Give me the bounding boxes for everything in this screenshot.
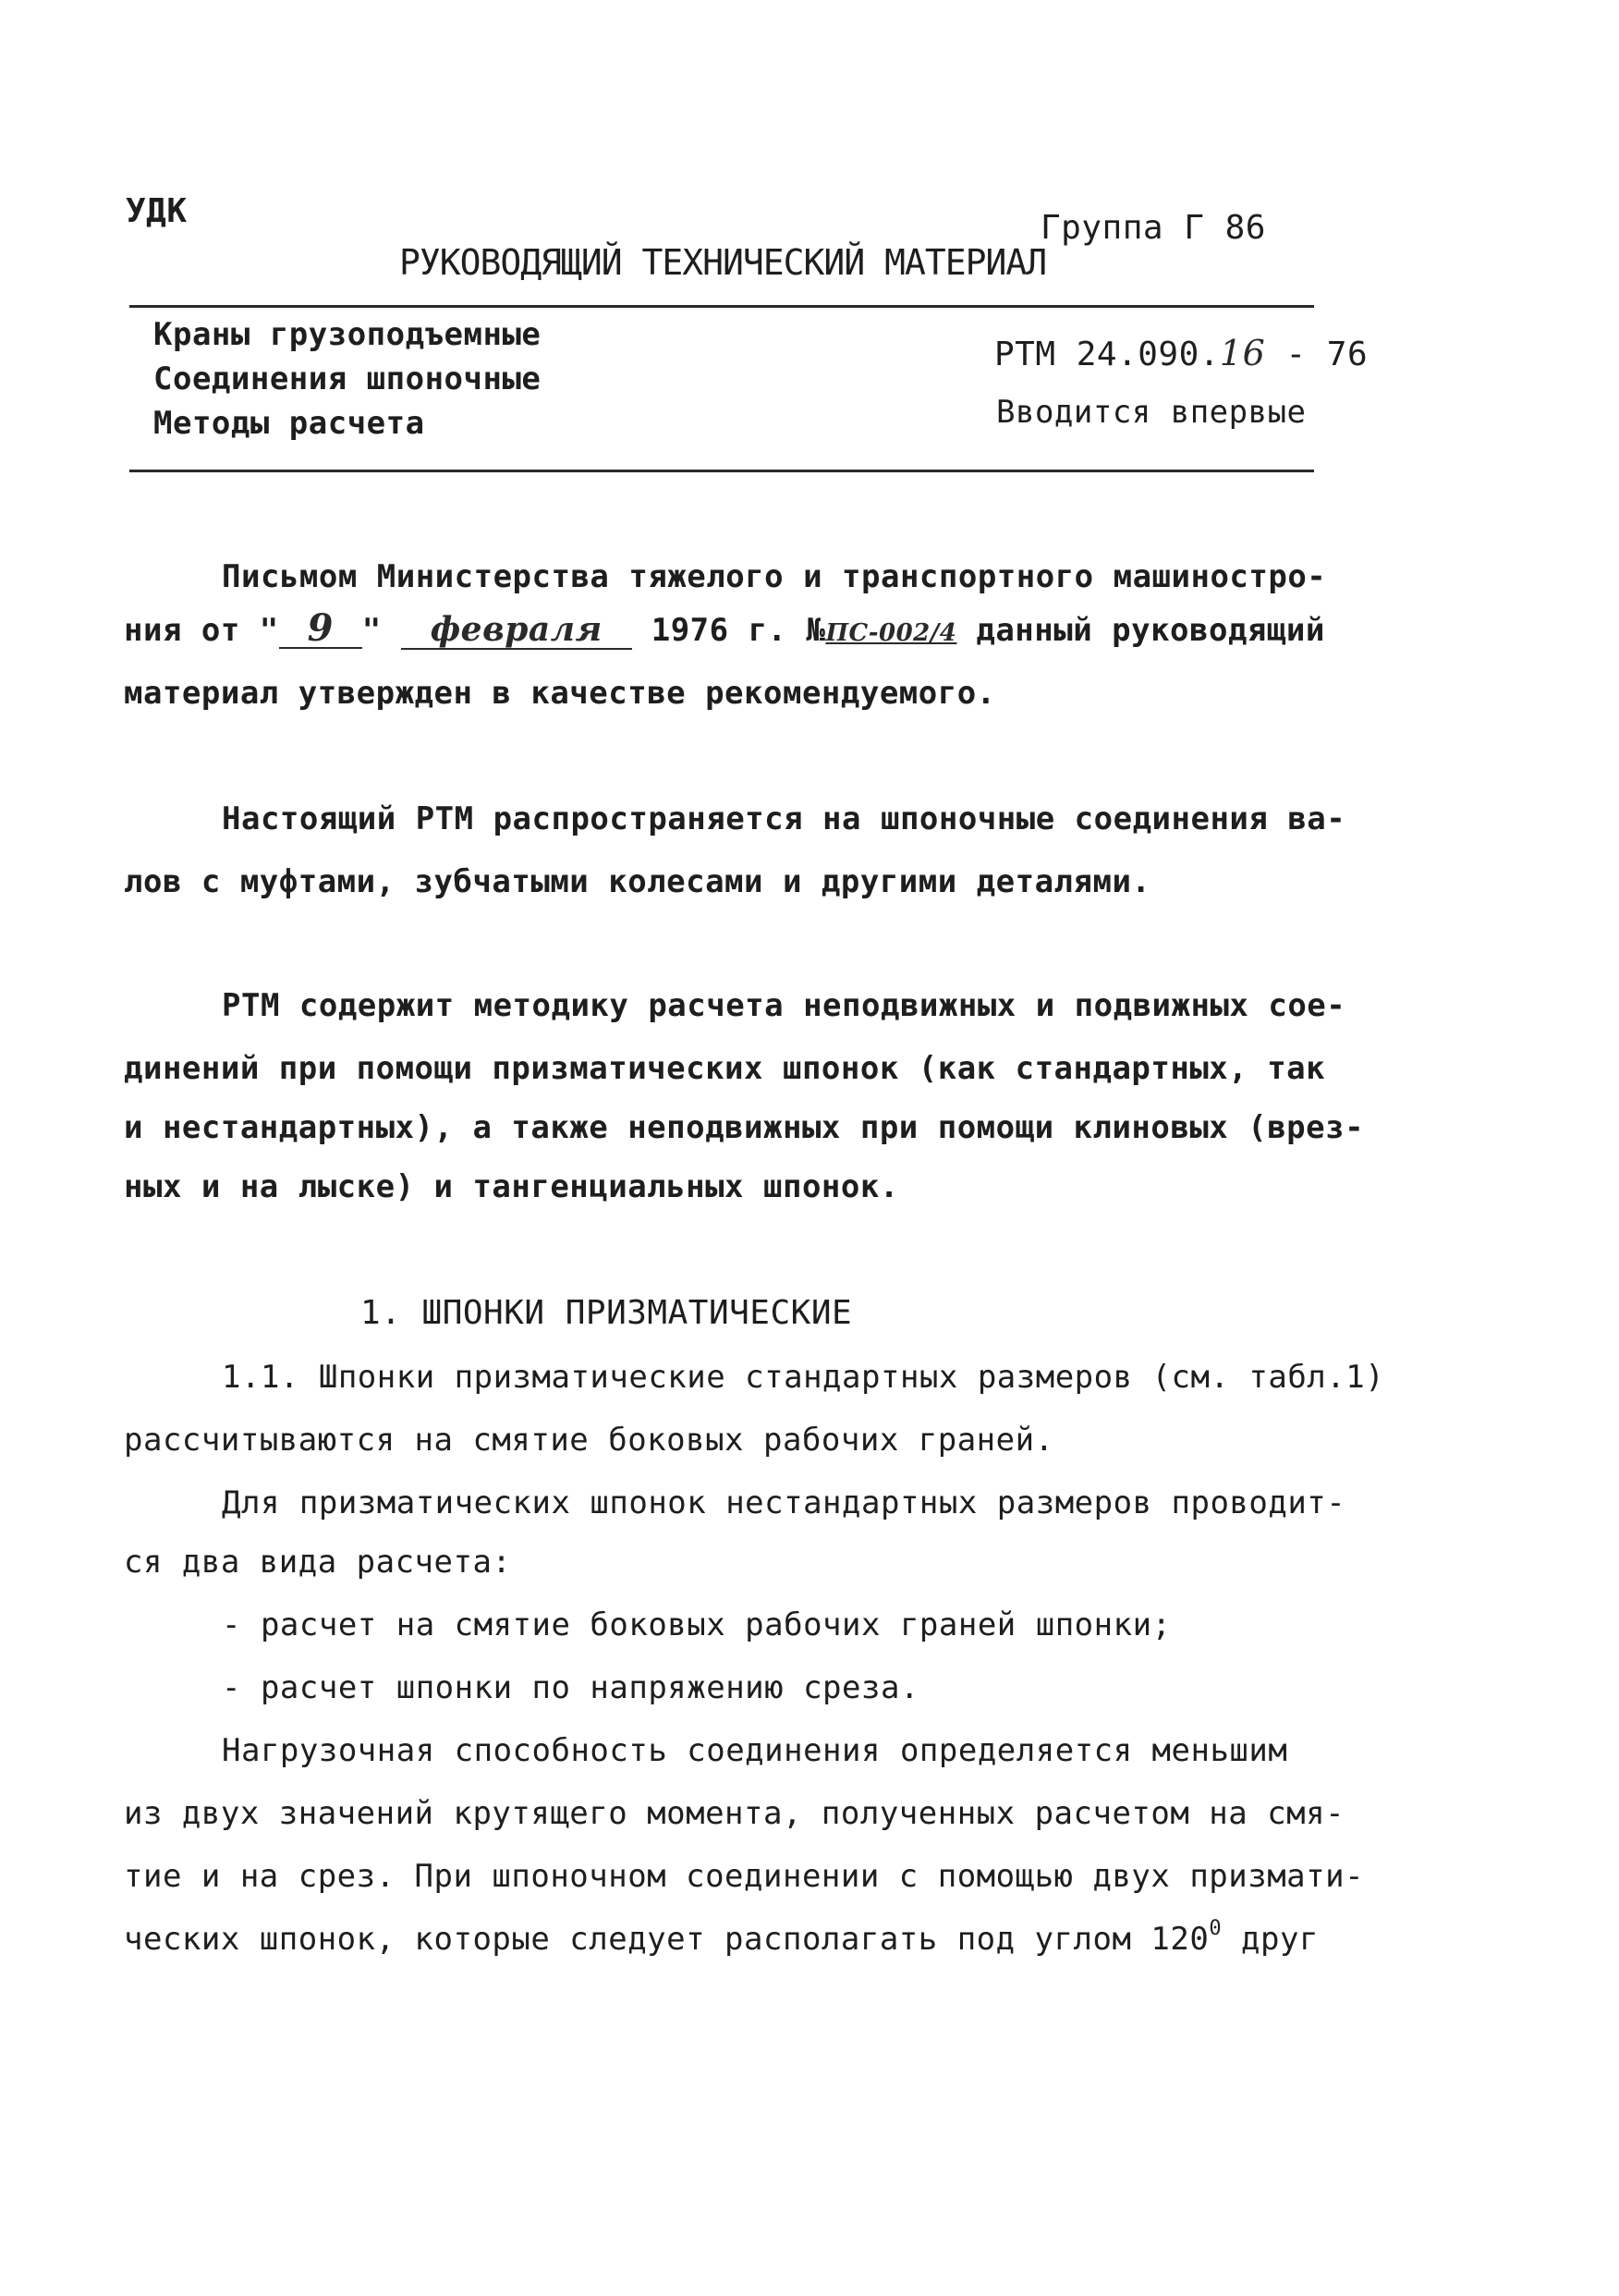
approval-line-2 — [124, 606, 1325, 650]
section-1-p3-line-1: Нагрузочная способность соединения определяется меньшим — [222, 1732, 1288, 1769]
header-top-rule — [129, 305, 1314, 308]
scope-line-1: Настоящий РТМ распространяется на шпоночные соединения ва- — [222, 800, 1346, 837]
group-code: Группа Г 86 — [1041, 209, 1266, 247]
scope-line-2: лов с муфтами, зубчатыми колесами и другими деталями. — [124, 863, 1151, 900]
document-code-prefix: РТМ 24.090. — [994, 336, 1220, 373]
title-line-2: Соединения шпоночные — [153, 360, 542, 397]
approval-line-1: Письмом Министерства тяжелого и транспортного машиностро- — [222, 558, 1327, 595]
section-1-p2-line-2: ся два вида расчета: — [124, 1544, 512, 1581]
approval-number: ПС-002/4 — [825, 619, 957, 647]
document-status: Вводится впервые — [996, 394, 1307, 431]
approval-month: февраля — [401, 611, 632, 650]
approval-day: 9 — [279, 610, 362, 649]
title-line-3: Методы расчета — [153, 405, 425, 442]
section-1-p3-line-4 — [124, 1917, 1319, 1958]
section-1-p3-line-3: тие и на срез. При шпоночном соединении с помощью двух призмати- — [124, 1858, 1365, 1895]
contents-line-3: и нестандартных), а также неподвижных при помощи клиновых (врез- — [124, 1109, 1365, 1146]
contents-line-4: ных и на лыске) и тангенциальных шпонок. — [124, 1168, 899, 1205]
contents-line-2: динений при помощи призматических шпонок (как стандартных, так — [124, 1050, 1326, 1087]
section-1-list-item-1: - расчет на смятие боковых рабочих граней шпонки; — [222, 1606, 1172, 1643]
title-line-1: Краны грузоподъемные — [153, 316, 542, 353]
section-1-heading: 1. ШПОНКИ ПРИЗМАТИЧЕСКИЕ — [360, 1294, 853, 1332]
document-code — [994, 333, 1368, 373]
section-1-p3-line-4-end: друг — [1222, 1921, 1319, 1958]
document-code-suffix: - 76 — [1265, 336, 1369, 373]
approval-line-2-prefix: ния от " — [124, 612, 279, 649]
section-1-p1-line-1: 1.1. Шпонки призматические стандартных размеров (см. табл.1) — [222, 1359, 1385, 1396]
header-bottom-rule — [129, 470, 1314, 472]
contents-line-1: РТМ содержит методику расчета неподвижных и подвижных сое- — [222, 987, 1346, 1024]
section-1-list-item-2: - расчет шпонки по напряжению среза. — [222, 1669, 919, 1706]
section-1-p3-line-2: из двух значений крутящего момента, полученных расчетом на смя- — [124, 1795, 1345, 1832]
section-1-p2-line-1: Для призматических шпонок нестандартных размеров проводит- — [222, 1484, 1346, 1521]
udk-label: УДК — [126, 192, 188, 230]
degree-superscript: 0 — [1209, 1917, 1223, 1940]
approval-year: 1976 г. № — [651, 612, 826, 649]
section-1-p3-line-4-text: ческих шпонок, которые следует располагать под углом 120 — [124, 1921, 1210, 1958]
section-1-p1-line-2: рассчитываются на смятие боковых рабочих граней. — [124, 1422, 1054, 1459]
approval-line-3: материал утвержден в качестве рекомендуемого. — [124, 675, 996, 712]
approval-quote: " — [361, 612, 382, 649]
document-code-handwritten: 16 — [1219, 333, 1266, 373]
document-type-heading: РУКОВОДЯЩИЙ ТЕХНИЧЕСКИЙ МАТЕРИАЛ — [399, 242, 1047, 283]
approval-line-2-suffix: данный руководящий — [956, 612, 1325, 649]
